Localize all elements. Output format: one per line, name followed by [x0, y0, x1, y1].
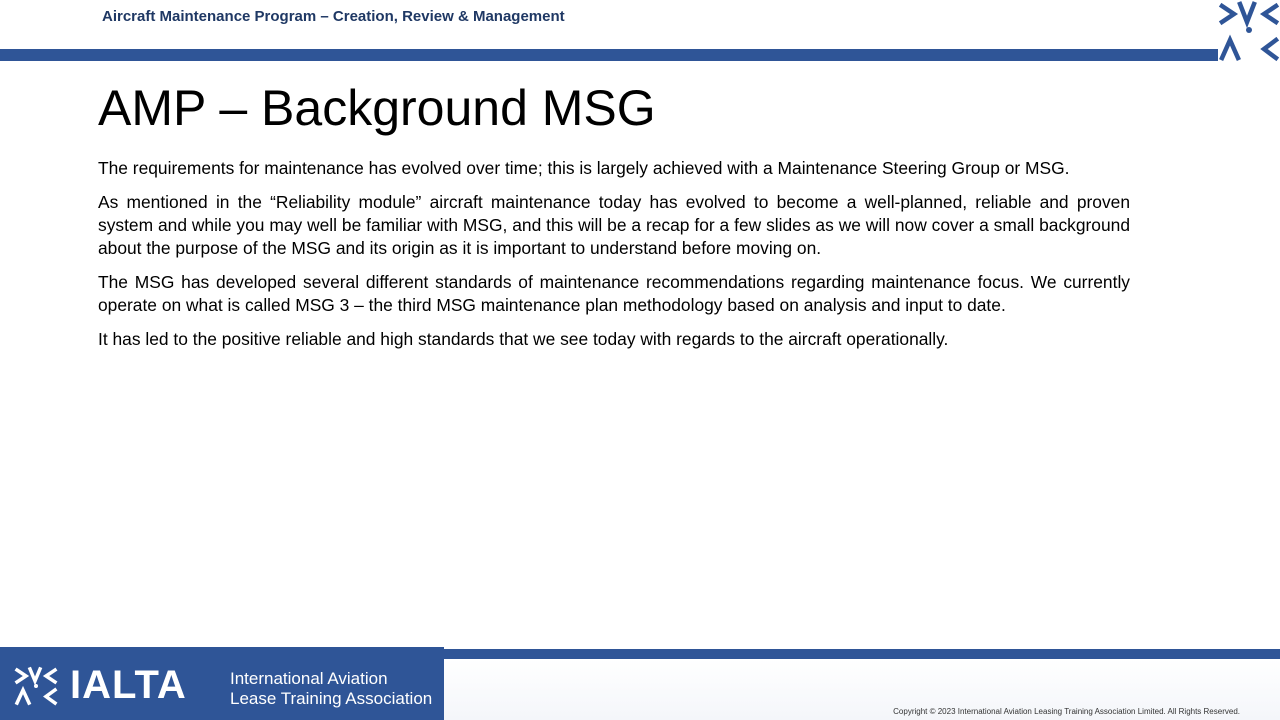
org-line-1: International Aviation [230, 669, 388, 688]
ialta-mark-icon [1218, 0, 1280, 62]
header-bar [0, 49, 1218, 61]
paragraph: The requirements for maintenance has evolved over time; this is largely achieved with a Maintenance Steering Group or MSG. [98, 158, 1070, 178]
header-title: Aircraft Maintenance Program – Creation, Review & Management [102, 8, 565, 25]
ialta-mark-icon [14, 666, 58, 706]
org-line-2: Lease Training Association [230, 689, 433, 708]
paragraph: The MSG has developed several different standards of maintenance recommendations regarding maintenance focus. We currently operate on what is called MSG 3 – the third MSG maintenance plan methodology based on analysis and input to date. [98, 272, 1130, 315]
footer-line [444, 649, 1280, 659]
org-name [230, 669, 432, 709]
slide-body [98, 157, 1130, 362]
copyright: Copyright © 2023 International Aviation Leasing Training Association Limited. All Rights Reserved. [893, 707, 1240, 716]
paragraph: As mentioned in the “Reliability module” aircraft maintenance today has evolved to become a well-planned, reliable and proven system and while you may well be familiar with MSG, and this will be a recap for a few slides as we will now cover a small background about the purpose of the MSG and its origin as it is important to understand before moving on. [98, 192, 1130, 258]
footer-logo [0, 647, 444, 720]
slide-title: AMP – Background MSG [98, 80, 656, 136]
paragraph: It has led to the positive reliable and high standards that we see today with regards to the aircraft operationally. [98, 329, 949, 349]
brand-name: IALTA [70, 663, 187, 707]
